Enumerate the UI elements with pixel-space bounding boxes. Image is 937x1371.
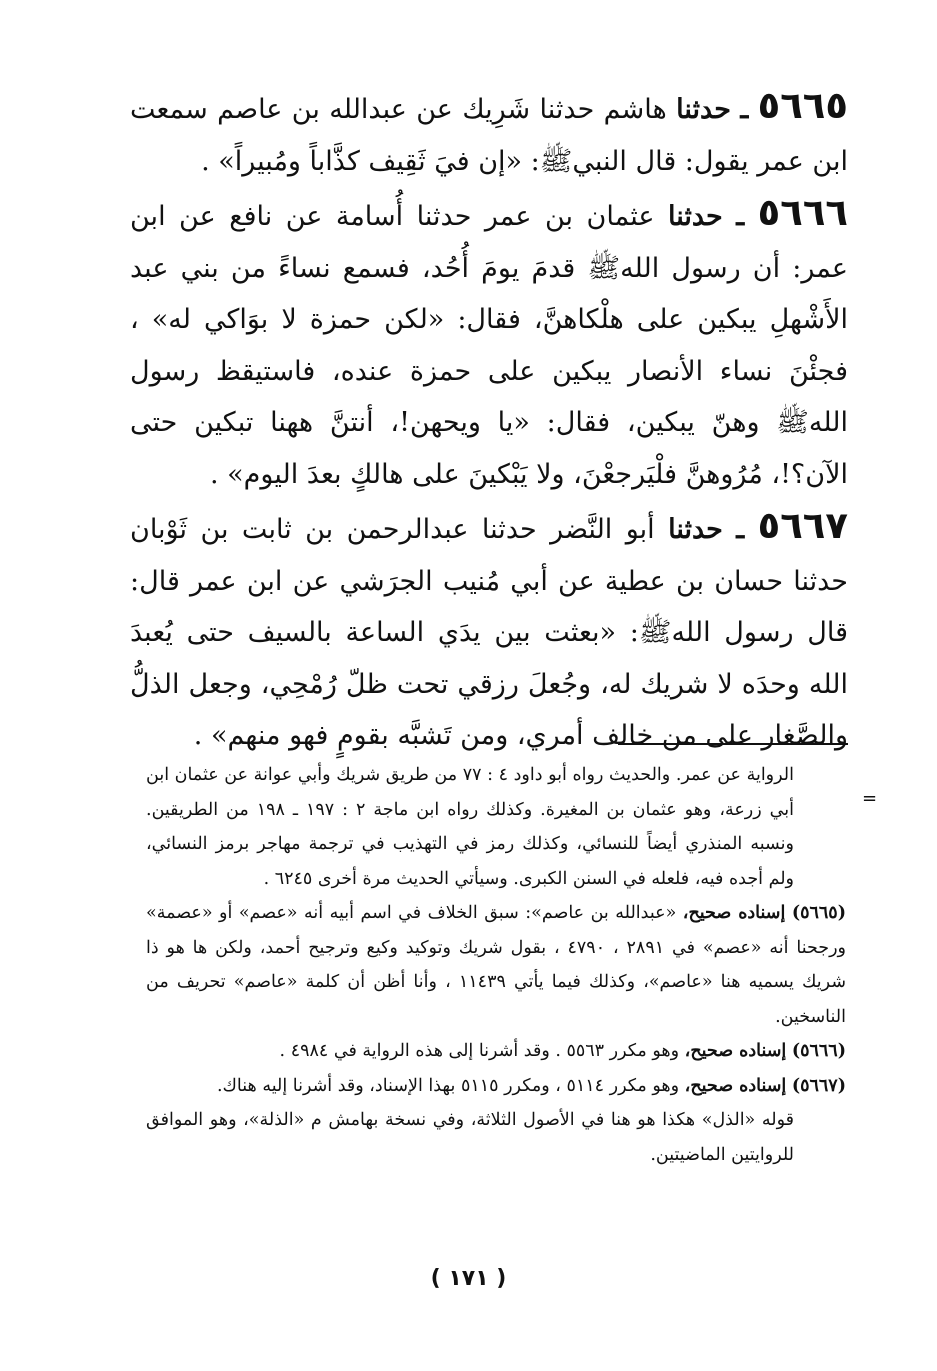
footnote-5667-note: قوله «الذل» هكذا هو هنا في الأصول الثلاثة، وفي نسخة بهامش م «الذلة»، وهو الموافق للروايتين الماضيتين. [146, 1110, 794, 1165]
footnote-grade: إسناده صحيح، [682, 903, 786, 923]
hadith-text: أبو النَّضر حدثنا عبدالرحمن بن ثابت بن ثَوْبان حدثنا حسان بن عطية عن أبي مُنيب الجرَشي عن ابن عمر قال: قال رسول اللهﷺ: «بعثت بين يدَي الساعة بالسيف حتى يُعبدَ الله وحدَه لا شريك له، وجُعلَ رزقي تحت ظلّ رُمْحِي، وجعل الذلُّ والصَّغار على من خالف أمري، ومن تَشبَّه بقومٍ فهو منهم» . [130, 514, 848, 751]
hadith-dash: ـ [740, 94, 749, 125]
hadith-text: هاشم حدثنا شَرِيك عن عبدالله بن عاصم سمعت ابن عمر يقول: قال النبيﷺ: «إن فيَ ثَقِيف كذَّاباً ومُبيراً» . [130, 94, 848, 177]
hadith-number: ٥٦٦٧ [757, 504, 848, 547]
footnote-5667 [146, 1069, 846, 1104]
main-text [130, 80, 848, 762]
hadith-keyword: حدثنا [668, 514, 723, 545]
hadith-number: ٥٦٦٦ [757, 191, 848, 234]
footnote-divider [618, 743, 848, 745]
hadith-5666 [130, 187, 848, 500]
page-number: ( ١٧١ ) [430, 1266, 507, 1291]
footnote-grade: إسناده صحيح، [684, 1075, 787, 1096]
hadith-number: ٥٦٦٥ [757, 84, 848, 127]
footnote-number: (٥٦٦٥) [791, 903, 846, 923]
hadith-text: عثمان بن عمر حدثنا أُسامة عن نافع عن ابن عمر: أن رسول اللهﷺ قدمَ يومَ أُحُد، فسمع نساءً من بني عبد الأَشْهلِ يبكين على هلْكاهنَّ، فقال: «لكن حمزة لا بوَاكي له» ، فجئْنَ نساء الأنصار يبكين على حمزة عنده، فاستيقظ رسول اللهﷺ وهنّ يبكين، فقال: «يا ويحهن!، أنتنَّ ههنا تبكين حتى الآن؟!، مُرُوهنَّ فلْيَرجعْنَ، ولا يَبْكينَ على هالكٍ بعدَ اليوم» . [130, 201, 848, 490]
footnote-5666 [146, 1034, 846, 1069]
hadith-5665 [130, 80, 848, 187]
footnote-text: وهو مكرر ٥٥٦٣ . وقد أشرنا إلى هذه الرواية في ٤٩٨٤ . [279, 1041, 680, 1061]
hadith-keyword: حدثنا [667, 201, 723, 232]
footnote-text: «عبدالله بن عاصم»: سبق الخلاف في اسم أبيه أنه «عصم» أو «عصمة» ورجحنا أنه «عصم» في ٢٨٩١ ، ٤٧٩٠ ، بقول شريك وتوكيد وكيع وترجيح أحمد، ولكن ها هو ذا شريك يسميه هنا «عاصم»، وكذلك فيما يأتي ١١٤٣٩ ، وأنا أظن أن كلمة «عاصم» تحريف من الناسخين. [146, 903, 846, 1027]
hadith-keyword: حدثنا [676, 94, 731, 125]
footnote-grade: إسناده صحيح، [684, 1041, 787, 1061]
hadith-5667 [130, 500, 848, 762]
footnote-5665 [146, 896, 846, 1034]
footnote-text: وهو مكرر ٥١١٤ ، ومكرر ٥١١٥ بهذا الإسناد، وقد أشرنا إليه هناك. [216, 1075, 680, 1096]
footnote-continued: الرواية عن عمر. والحديث رواه أبو داود ٤ : ٧٧ من طريق شريك وأبي عوانة عن عثمان ابن أبي زرعة، وهو عثمان بن المغيرة. وكذلك رواه ابن ماجة ٢ : ١٩٧ ـ ١٩٨ من الطريقين. ونسبه المنذري أيضاً للنسائي، وكذلك رمز في التهذيب في ترجمة مهاجر برمز النسائي، ولم أجده فيه، فلعله في السنن الكبرى. وسيأتي الحديث مرة أخرى ٦٢٤٥ . [146, 765, 794, 889]
footnote-number: (٥٦٦٦) [791, 1041, 846, 1061]
footnote-number: (٥٦٦٧) [791, 1075, 846, 1096]
hadith-dash: ـ [736, 514, 745, 545]
hadith-dash: ـ [736, 201, 745, 232]
continuation-mark: = [862, 788, 878, 809]
footnotes [146, 758, 846, 1172]
